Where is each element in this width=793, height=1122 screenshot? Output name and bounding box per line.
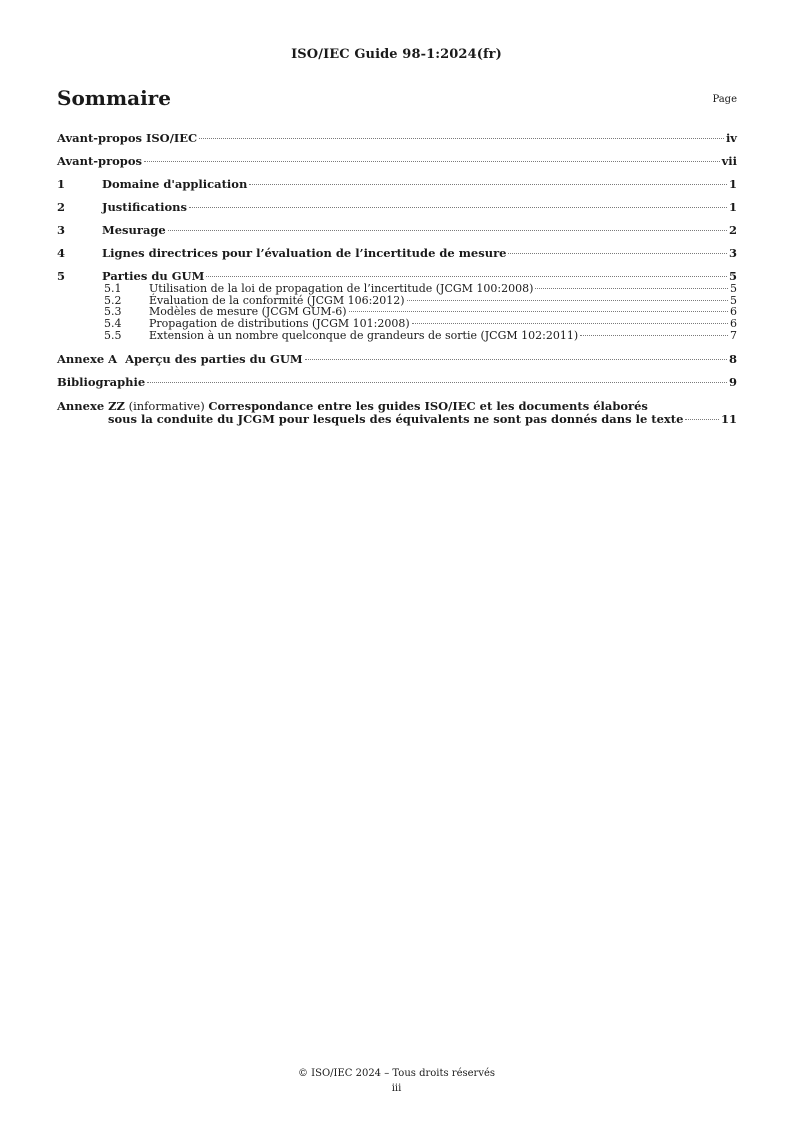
toc-subentry-page: 6 <box>730 305 737 319</box>
toc-entry-page: 1 <box>728 177 737 191</box>
toc-entry-page: 3 <box>728 246 737 260</box>
toc-subentry-page: 7 <box>730 328 737 342</box>
toc-entry-number: 5 <box>57 269 66 283</box>
toc-subentry-text: Propagation de distributions (JCGM 101:2008) <box>149 317 410 331</box>
toc-subentry-text: Extension à un nombre quelconque de grandeurs de sortie (JCGM 102:2011) <box>149 328 579 342</box>
dot-leader <box>685 419 719 420</box>
annex-zz-line-1 <box>57 400 737 413</box>
toc-subentry-page: 5 <box>730 282 737 295</box>
toc-subentry-text: Évaluation de la conformité (JCGM 106:2012) <box>149 293 405 307</box>
toc-entry-page: 1 <box>728 200 737 214</box>
toc-entry-page: 5 <box>728 269 737 283</box>
toc-entry-text: Lignes directrices pour l’évaluation de l’incertitude de mesure <box>102 246 507 260</box>
toc-subentry-5-5[interactable] <box>57 330 737 342</box>
document-header: ISO/IEC Guide 98-1:2024(fr) <box>291 47 502 62</box>
toc-entry-page: 8 <box>728 351 737 366</box>
toc-subentry-number: 5.5 <box>104 328 122 342</box>
toc-subentry-number: 5.3 <box>104 305 122 319</box>
toc-entry-annex-a[interactable] <box>57 352 737 366</box>
toc-entry-4[interactable] <box>57 246 737 260</box>
annex-zz-title-line-1: Correspondance entre les guides ISO/IEC et les documents élaborés <box>208 398 648 413</box>
toc-entry-bibliography[interactable] <box>57 375 737 389</box>
dot-leader <box>199 138 724 139</box>
dot-leader <box>189 207 727 208</box>
toc-subentry-number: 5.2 <box>104 293 122 307</box>
toc-entry-page: iv <box>725 131 737 145</box>
toc-entry-page: vii <box>721 154 737 168</box>
annex-zz-label: Annexe ZZ <box>57 398 125 413</box>
toc-entry-3[interactable] <box>57 223 737 237</box>
toc-subentry-5-1[interactable] <box>57 283 737 295</box>
toc-entry-text: Parties du GUM <box>102 269 205 283</box>
toc-entry-number: 4 <box>57 246 66 260</box>
dot-leader <box>168 230 727 231</box>
dot-leader <box>305 359 727 360</box>
toc-entry-page: 2 <box>728 223 737 237</box>
annex-zz-page: 11 <box>720 411 737 426</box>
toc-entry-1[interactable] <box>57 177 737 191</box>
annex-zz-line-2 <box>57 413 737 426</box>
toc-entry-avant-propos-iso-iec[interactable] <box>57 131 737 145</box>
copyright-notice: © ISO/IEC 2024 – Tous droits réservés <box>297 1068 496 1079</box>
toc-entry-page: 9 <box>728 374 737 389</box>
toc-title-row <box>57 86 737 114</box>
dot-leader <box>144 161 720 162</box>
dot-leader <box>407 300 728 301</box>
toc-subentry-number: 5.4 <box>104 317 122 331</box>
dot-leader <box>147 382 727 383</box>
toc-entry-number: 3 <box>57 223 66 237</box>
toc-entry-avant-propos[interactable] <box>57 154 737 168</box>
annex-zz-title-line-2: sous la conduite du JCGM pour lesquels des équivalents ne sont pas donnés dans le texte <box>108 411 684 426</box>
toc-entry-text: Domaine d'application <box>102 177 248 191</box>
toc-entry-2[interactable] <box>57 200 737 214</box>
toc-entry-text: Bibliographie <box>57 374 146 389</box>
dot-leader <box>249 184 727 185</box>
annex-zz-type: (informative) <box>128 398 205 413</box>
toc-entry-text: Mesurage <box>102 223 166 237</box>
dot-leader <box>535 288 728 289</box>
page-number: iii <box>391 1083 402 1094</box>
dot-leader <box>349 311 728 312</box>
toc-entry-number: 2 <box>57 200 66 214</box>
toc-subentry-number: 5.1 <box>104 282 122 295</box>
toc-entry-text: Justifications <box>102 200 187 214</box>
table-of-contents <box>57 131 737 426</box>
page-footer <box>0 1066 793 1096</box>
toc-subentry-text: Utilisation de la loi de propagation de l’incertitude (JCGM 100:2008) <box>149 282 534 295</box>
dot-leader <box>580 335 728 336</box>
dot-leader <box>508 253 727 254</box>
toc-subentry-page: 6 <box>730 317 737 331</box>
toc-entry-text: Avant-propos <box>57 154 142 168</box>
dot-leader <box>206 276 727 277</box>
toc-entry-number: 1 <box>57 177 66 191</box>
toc-subentry-page: 5 <box>730 293 737 307</box>
toc-entry-5[interactable] <box>57 269 737 283</box>
toc-entry-annex-zz[interactable] <box>57 400 737 426</box>
toc-entry-text: Annexe A Aperçu des parties du GUM <box>57 351 303 366</box>
toc-title: Sommaire <box>57 86 171 110</box>
toc-entry-text: Avant-propos ISO/IEC <box>57 131 198 145</box>
dot-leader <box>412 323 728 324</box>
page-column-label: Page <box>712 94 737 105</box>
toc-subentry-text: Modèles de mesure (JCGM GUM-6) <box>149 305 347 319</box>
